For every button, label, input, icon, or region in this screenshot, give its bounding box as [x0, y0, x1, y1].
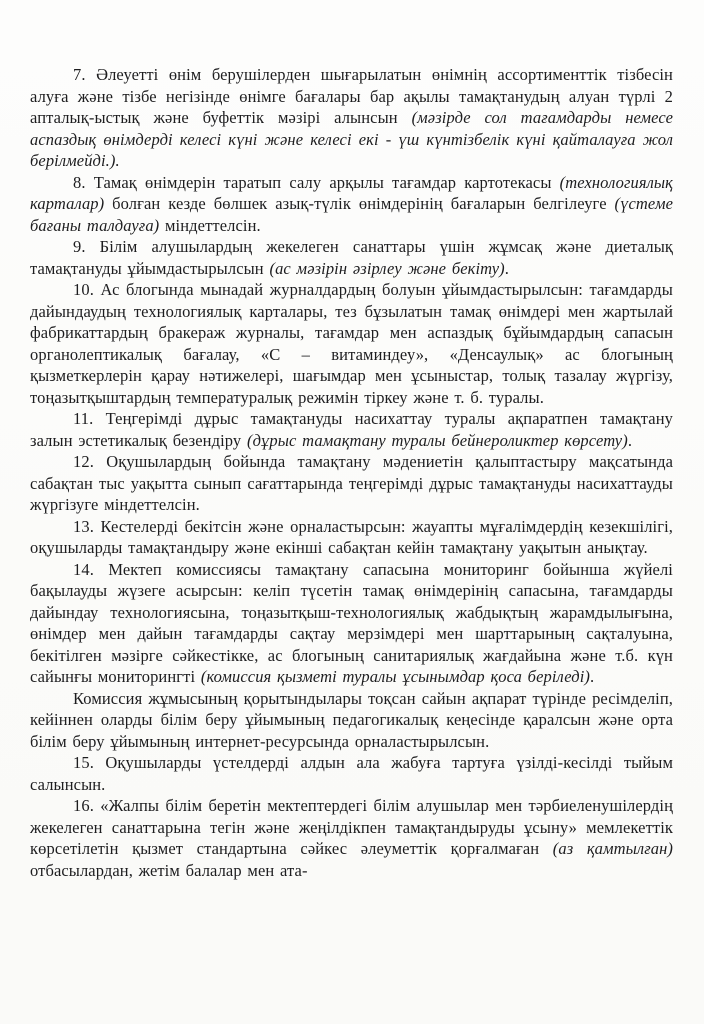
- paragraph-10: [30, 279, 673, 408]
- paragraph-16: [30, 795, 673, 881]
- text-run: міндеттелсін.: [159, 215, 261, 235]
- text-run: 15. Оқушыларды үстелдерді алдын ала жабуға тартуға үзілді-кесілді тыйым салынсын.: [30, 753, 673, 794]
- text-run: 14. Мектеп комиссиясы тамақтану сапасына мониторинг бойынша жүйелі бақылауды жүзеге асырсын: келіп түсетін тамақ өнімдерінің сапасына, тағамдарды дайындау технологиясына, тоңазытқыш-технологиялық жабдықтың жарамдылығына, өнімдер мен дайын тағамдарды сақтау мерзімдері мен шарттарының сақталуына, бекітілген мәзірге сәйкестікке, ас блогының санитариялық жағдайына және т.б. күн сайынғы мониторингті: [30, 559, 673, 686]
- text-run: Комиссия жұмысының қорытындылары тоқсан сайын ақпарат түрінде ресімделіп, кейіннен оларды білім беру ұйымының педагогикалық кеңесінде қаралсын және орта білім беру ұйымының интернет-ресурсында орналастырылсын.: [30, 688, 673, 751]
- text-run-italic: (ас мәзірін әзірлеу және бекіту): [269, 258, 505, 278]
- paragraph-11: [30, 408, 673, 451]
- paragraph-commission-results: [30, 688, 673, 753]
- text-run: отбасылардан, жетім балалар мен ата-: [30, 860, 308, 880]
- text-run-italic: (технологиялық карталар): [30, 172, 673, 213]
- text-run-italic: (аз қамтылған): [552, 839, 673, 858]
- text-run: .: [504, 258, 510, 278]
- paragraph-9: [30, 236, 673, 279]
- text-run: 9. Білім алушылардың жекелеген санаттары үшін жұмсақ және диеталық тамақтануды ұйымдастырылсын: [30, 237, 673, 278]
- text-run: 11. Теңгерімді дұрыс тамақтануды насихаттау туралы ақпаратпен тамақтану залын эстетикалық безендіру: [30, 409, 673, 450]
- paragraph-15: [30, 752, 673, 795]
- paragraph-7: [30, 64, 673, 172]
- paragraph-12: [30, 451, 673, 516]
- text-run: 13. Кестелерді бекітсін және орналастырсын: жауапты мұғалімдердің кезекшілігі, оқушыларды тамақтандыру және екінші сабақтан кейін тамақтану уақытын анықтау.: [30, 516, 673, 557]
- paragraph-13: [30, 516, 673, 559]
- paragraph-14: [30, 559, 673, 688]
- text-run-italic: (комиссия қызметі туралы ұсынымдар қоса беріледі): [200, 667, 590, 686]
- text-run: .: [627, 430, 633, 450]
- text-run: 7. Әлеуетті өнім берушілерден шығарылатын өнімнің ассортименттік тізбесін алуға және тізбе негізінде өнімге бағалары бар ақылы тамақтанудың алуан түрлі 2 апталық-ыстық және буфеттік мәзірі алынсын: [30, 65, 673, 127]
- text-run-italic: (үстеме бағаны талдауға): [30, 194, 673, 235]
- text-run: .: [590, 667, 595, 686]
- text-run: болған кезде бөлшек азық-түлік өнімдерінің бағаларын белгілеуге: [104, 194, 615, 213]
- document-body: [30, 64, 673, 881]
- text-run: 8. Тамақ өнімдерін таратып салу арқылы тағамдар картотекасы: [73, 172, 560, 192]
- text-run: 12. Оқушылардың бойында тамақтану мәдениетін қалыптастыру мақсатында сабақтан тыс уақытта сынып сағаттарында теңгерімді дұрыс тамақтануды насихаттауды жүргізуге міндеттелсін.: [30, 452, 673, 514]
- text-run: 16. «Жалпы білім беретін мектептердегі білім алушылар мен тәрбиеленушілердің жекелеген санаттарына тегін және жеңілдікпен тамақтандыруды ұсыну» мемлекеттік көрсетілетін қызмет стандартына сәйкес әлеуметтік қорғалмаған: [30, 796, 673, 858]
- text-run-italic: (мәзірде сол тағамдарды немесе аспаздық өнімдерді келесі күні және келесі екі - үш күнтізбелік күні қайталауға жол берілмейді.).: [30, 108, 673, 170]
- text-run: 10. Ас блогында мынадай журналдардың болуын ұйымдастырылсын: тағамдарды дайындаудың технологиялық карталары, тез бұзылатын тамақ өнімдері мен жартылай фабрикаттардың бракераж журналы, тағамдар мен аспаздық бұйымдардың сапасын органолептикалық бағалау, «С – витаминдеу», «Денсаулық» ас блогының қызметкерлерін қарау нәтижелері, шағымдар мен ұсыныстар, толық тазалау жүргізу, тоңазытқыштардың температуралық режимін тіркеу және т. б. туралы.: [30, 280, 673, 407]
- paragraph-8: [30, 172, 673, 237]
- text-run-italic: (дұрыс тамақтану туралы бейнероликтер көрсету): [247, 430, 628, 450]
